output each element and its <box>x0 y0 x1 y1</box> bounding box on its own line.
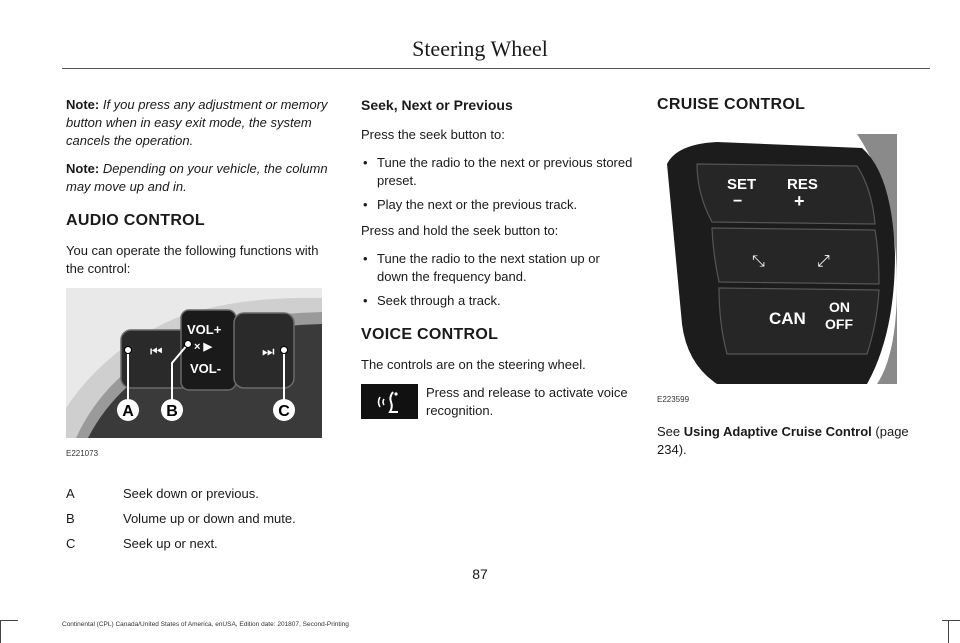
footer-edition: Continental (CPL) Canada/United States of America, enUSA, Edition date: 201807, Second-Printing <box>62 621 349 628</box>
legend-row: B Volume up or down and mute. <box>66 511 296 526</box>
seek-heading: Seek, Next or Previous <box>361 97 513 113</box>
column-right <box>657 96 929 469</box>
plus-glyph: + <box>794 191 805 211</box>
vol-down-label: VOL- <box>190 361 222 376</box>
figure-code-cruise: E223599 <box>657 395 690 404</box>
legend-row: A Seek down or previous. <box>66 486 259 501</box>
crop-mark <box>0 620 18 621</box>
column-middle <box>361 96 633 420</box>
callout-a: A <box>122 403 134 420</box>
seek-down-glyph: ⏮ <box>150 343 163 359</box>
page-title: Steering Wheel <box>412 36 548 61</box>
callout-b: B <box>166 403 178 420</box>
title-rule <box>62 68 930 69</box>
audio-control-figure <box>66 288 338 463</box>
figure-code-audio: E221073 <box>66 449 99 458</box>
minus-glyph: − <box>733 193 743 210</box>
audio-control-heading: AUDIO CONTROL <box>66 212 206 229</box>
cruise-reference-link[interactable]: Using Adaptive Cruise Control <box>683 424 872 439</box>
cruise-control-illustration <box>657 134 897 384</box>
seek-up-glyph: ⏭ <box>262 343 275 359</box>
crop-mark <box>948 620 949 643</box>
list-item: • Seek through a track. <box>361 292 633 310</box>
cruise-control-figure <box>657 134 929 409</box>
voice-intro: The controls are on the steering wheel. <box>361 357 586 372</box>
voice-instruction: Press and release to activate voice recognition. <box>426 385 628 418</box>
voice-control-heading: VOICE CONTROL <box>361 326 499 343</box>
press-intro: Press the seek button to: <box>361 127 505 142</box>
note-easy-exit: Note: If you press any adjustment or memory button when in easy exit mode, the system cancels the operation. <box>66 97 328 148</box>
audio-control-illustration <box>66 288 322 438</box>
column-left <box>66 96 338 560</box>
on-label: ON <box>829 299 850 315</box>
gap-decrease-glyph: ⤡ <box>752 253 765 270</box>
cruise-control-heading: CRUISE CONTROL <box>657 96 806 113</box>
list-item: • Tune the radio to the next station up or down the frequency band. <box>361 250 633 286</box>
hold-intro: Press and hold the seek button to: <box>361 223 559 238</box>
note-column-move: Note: Depending on your vehicle, the column may move up and in. <box>66 161 328 194</box>
legend-row: C Seek up or next. <box>66 536 218 551</box>
vol-up-label: VOL+ <box>187 322 222 337</box>
off-label: OFF <box>825 316 853 332</box>
press-list <box>361 154 633 214</box>
page-number: 87 <box>472 566 488 582</box>
gap-increase-glyph: ⤢ <box>817 253 830 270</box>
set-label: SET <box>727 176 757 193</box>
hold-list <box>361 250 633 310</box>
crop-mark <box>942 620 960 621</box>
callout-c: C <box>278 403 290 420</box>
audio-control-intro: You can operate the following functions with the control: <box>66 243 319 276</box>
can-label: CAN <box>769 309 806 328</box>
voice-button-icon <box>361 384 418 419</box>
voice-instruction-row <box>361 384 633 420</box>
list-item: • Play the next or the previous track. <box>361 196 633 214</box>
list-item: • Tune the radio to the next or previous stored preset. <box>361 154 633 190</box>
see-reference: See Using Adaptive Cruise Control (page 234). <box>657 424 909 457</box>
res-label: RES <box>787 176 818 193</box>
crop-mark <box>0 620 1 643</box>
mute-glyph: × ▶ <box>194 341 212 353</box>
audio-legend <box>66 485 338 553</box>
